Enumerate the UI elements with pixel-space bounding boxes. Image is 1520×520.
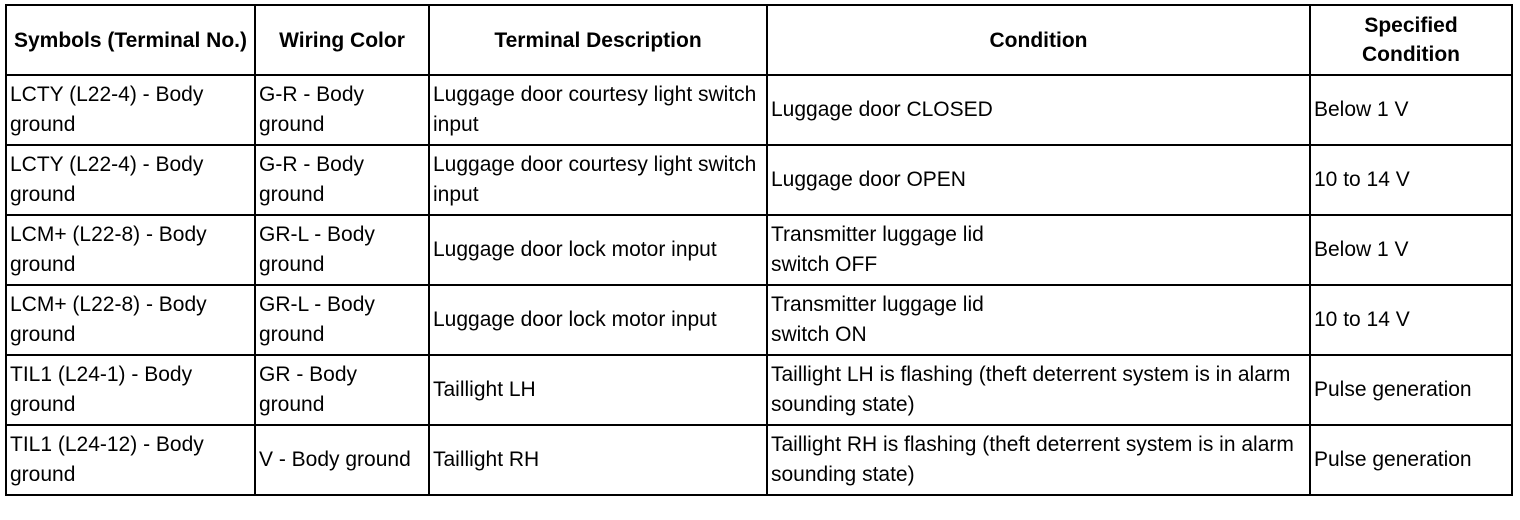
cell-terminal-description: Luggage door lock motor input [429,215,767,285]
cell-symbol: TIL1 (L24-12) - Body ground [6,425,255,495]
header-terminal-description: Terminal Description [429,5,767,75]
terminal-table-container [5,4,1513,496]
cell-terminal-description: Luggage door courtesy light switch input [429,145,767,215]
cell-wiring-color: GR - Body ground [255,355,429,425]
cell-symbol: LCTY (L22-4) - Body ground [6,145,255,215]
header-specified-condition: Specified Condition [1310,5,1512,75]
header-wiring-color: Wiring Color [255,5,429,75]
cell-wiring-color: G-R - Body ground [255,75,429,145]
table-header-row [6,5,1512,75]
cell-terminal-description: Luggage door courtesy light switch input [429,75,767,145]
cell-wiring-color: G-R - Body ground [255,145,429,215]
cell-condition: Luggage door CLOSED [767,75,1310,145]
table-row [6,145,1512,215]
header-symbols: Symbols (Terminal No.) [6,5,255,75]
cell-specified-condition: 10 to 14 V [1310,285,1512,355]
cell-condition: Luggage door OPEN [767,145,1310,215]
cell-specified-condition: Below 1 V [1310,75,1512,145]
cell-specified-condition: Pulse generation [1310,355,1512,425]
cell-condition: Transmitter luggage lid switch ON [767,285,1310,355]
cell-specified-condition: Pulse generation [1310,425,1512,495]
cell-symbol: TIL1 (L24-1) - Body ground [6,355,255,425]
cell-terminal-description: Taillight RH [429,425,767,495]
cell-terminal-description: Luggage door lock motor input [429,285,767,355]
table-row [6,215,1512,285]
table-row [6,425,1512,495]
table-row [6,75,1512,145]
cell-condition: Taillight LH is flashing (theft deterrent system is in alarm sounding state) [767,355,1310,425]
cell-symbol: LCTY (L22-4) - Body ground [6,75,255,145]
cell-condition: Taillight RH is flashing (theft deterrent system is in alarm sounding state) [767,425,1310,495]
cell-symbol: LCM+ (L22-8) - Body ground [6,215,255,285]
cell-condition: Transmitter luggage lid switch OFF [767,215,1310,285]
cell-wiring-color: GR-L - Body ground [255,285,429,355]
table-row [6,285,1512,355]
header-condition: Condition [767,5,1310,75]
table-row [6,355,1512,425]
cell-wiring-color: V - Body ground [255,425,429,495]
terminal-specification-table [5,4,1513,496]
cell-terminal-description: Taillight LH [429,355,767,425]
cell-specified-condition: Below 1 V [1310,215,1512,285]
cell-wiring-color: GR-L - Body ground [255,215,429,285]
cell-symbol: LCM+ (L22-8) - Body ground [6,285,255,355]
cell-specified-condition: 10 to 14 V [1310,145,1512,215]
